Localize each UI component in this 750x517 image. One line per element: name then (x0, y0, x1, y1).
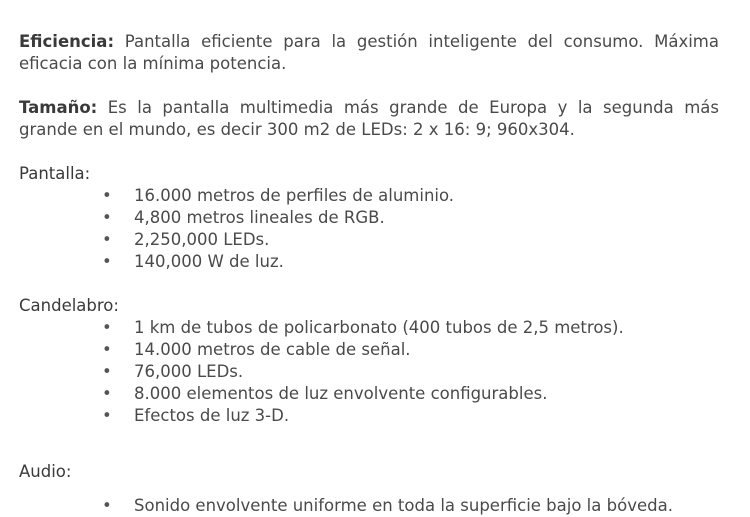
list-item: • Efectos de luz 3-D. (19, 405, 719, 427)
tamano-paragraph (19, 97, 719, 141)
tamano-text: Es la pantalla multimedia más grande de Europa y la segunda más grande en el mundo, es decir 300 m2 de LEDs: 2 x 16: 9; 960x304. (19, 98, 719, 139)
list-item: • 8.000 elementos de luz envolvente configurables. (19, 383, 719, 405)
audio-heading-text: Audio (19, 462, 66, 481)
list-item: • 1 km de tubos de policarbonato (400 tubos de 2,5 metros). (19, 317, 719, 339)
list-item: • 140,000 W de luz. (19, 251, 719, 273)
list-item: • 4,800 metros lineales de RGB. (19, 207, 719, 229)
audio-list (19, 495, 719, 517)
list-item: • 16.000 metros de perfiles de aluminio. (19, 185, 719, 207)
candelabro-heading (19, 295, 719, 317)
candelabro-heading-colon: : (113, 296, 119, 315)
pantalla-heading: Pantalla: (19, 164, 91, 183)
pantalla-list (19, 185, 719, 273)
tamano-label: Tamaño: (19, 98, 98, 117)
audio-heading-colon: : (65, 462, 72, 481)
eficiencia-paragraph (19, 31, 719, 75)
audio-heading (19, 461, 719, 483)
list-item: • Sonido envolvente uniforme en toda la superficie bajo la bóveda. (19, 495, 719, 517)
list-item: • 2,250,000 LEDs. (19, 229, 719, 251)
candelabro-heading-text: Candelabro (19, 296, 114, 315)
list-item: • 76,000 LEDs. (19, 361, 719, 383)
document-body (19, 31, 719, 517)
list-item: • 14.000 metros de cable de señal. (19, 339, 719, 361)
eficiencia-text: Pantalla eficiente para la gestión inteligente del consumo. Máxima eficacia con la mínima potencia. (19, 32, 719, 73)
candelabro-list (19, 317, 719, 427)
eficiencia-label: Eficiencia: (19, 32, 115, 51)
